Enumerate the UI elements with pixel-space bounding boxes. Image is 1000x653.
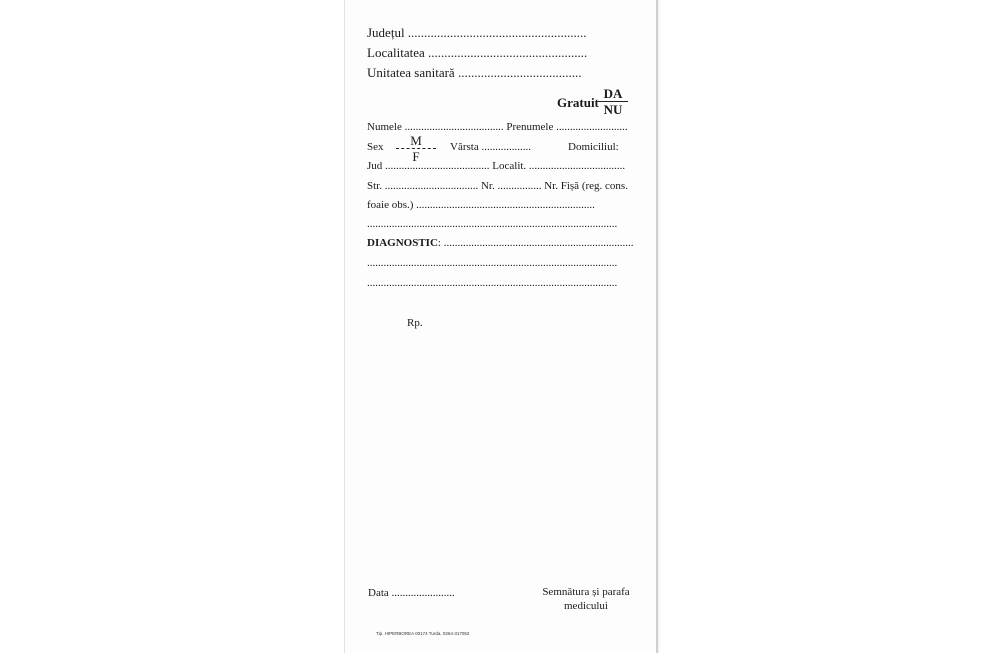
signature-line1: Semnătura și parafa [542,586,630,598]
varsta-field: Vârsta .................. [450,141,531,153]
gratuit-fraction [598,87,628,116]
sex-fraction [396,134,436,163]
rp-label: Rp. [407,317,423,329]
foaie-obs-field: foaie obs.) ................................................................. [367,199,595,211]
signature-line2: medicului [564,599,608,612]
gratuit-da: DA [603,86,623,101]
blank-line: ........................................................................................... [367,277,618,289]
strada-field: Str. .................................. Nr. ................ Nr. Fișă (reg. cons. [367,180,628,192]
signature-block [538,586,634,614]
data-field: Data ....................... [368,587,455,599]
blank-line: ........................................................................................... [367,218,618,230]
sex-label: Sex [367,141,384,153]
gratuit-label: Gratuit [557,95,599,110]
diagnostic-line: : ..................................................................... [437,237,634,249]
sex-m: M [410,133,422,148]
unitate-sanitara-field: Unitatea sanitară ...................................... [367,65,582,80]
diagnostic-label: DIAGNOSTIC [367,237,438,249]
sex-f: F [412,149,420,164]
printer-imprint: Tip. HIPERBOREA 00174 Turda, 0264-317052 [376,631,470,636]
judet-field: Județul ....................................................... [367,25,587,40]
nume-prenume-field: Numele .................................... Prenumele .......................... [367,121,628,133]
diagnostic-row [367,238,633,249]
localitate-field: Localitatea ................................................. [367,45,588,60]
domiciliul-label: Domiciliul: [568,141,619,153]
jud-localit-field: Jud ...................................... Localit. ................................... [367,160,626,172]
blank-line: ........................................................................................... [367,257,618,269]
gratuit-nu: NU [603,102,623,117]
